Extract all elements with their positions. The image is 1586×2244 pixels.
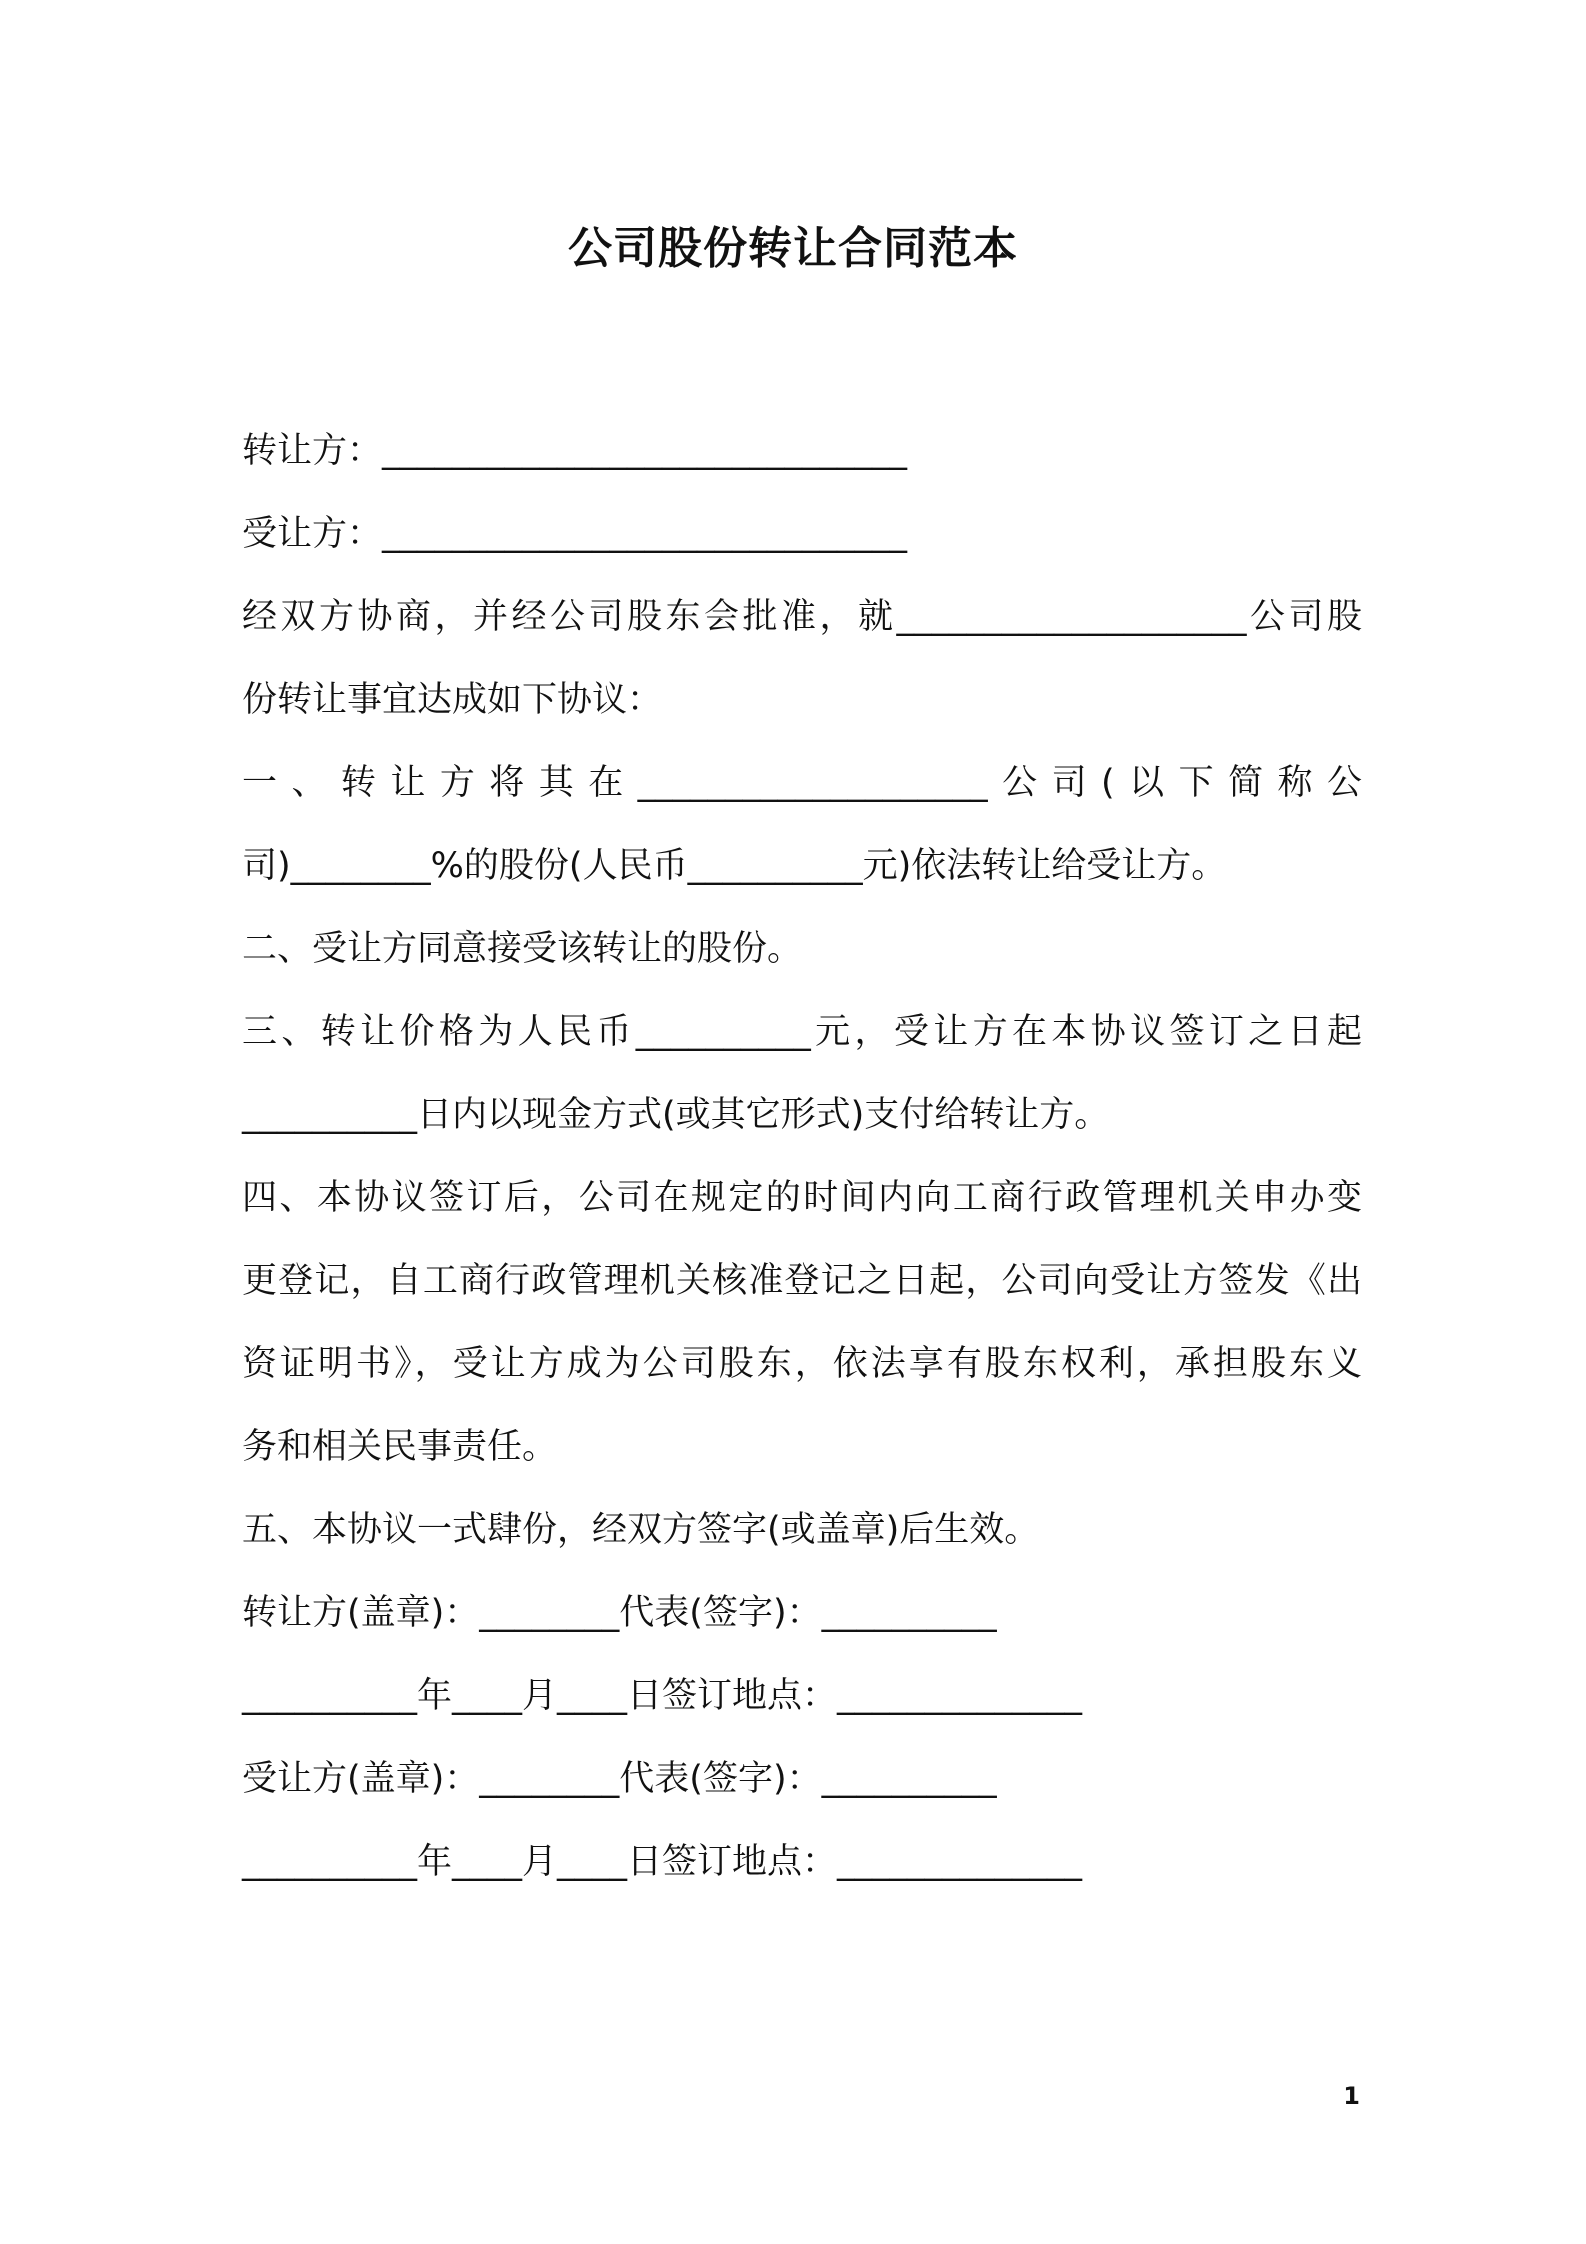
transferor-date-place-line: __________年____月____日签订地点：______________ [242, 1676, 1083, 1716]
clause-5-line: 五、本协议一式肆份，经双方签字(或盖章)后生效。 [242, 1510, 1040, 1550]
clause-4-line-2: 更登记，自工商行政管理机关核准登记之日起，公司向受让方签发《出 [242, 1261, 1362, 1301]
clause-3-line-1: 三、转让价格为人民币__________元，受让方在本协议签订之日起 [242, 1012, 1362, 1052]
clause-4-line-3: 资证明书》，受让方成为公司股东，依法享有股东权利，承担股东义 [242, 1344, 1362, 1384]
clause-1-line-2: 司)________%的股份(人民币__________元)依法转让给受让方。 [242, 846, 1227, 886]
clause-1-line-1: 一、转让方将其在____________________公司(以下简称公 [242, 763, 1362, 803]
clause-3-line-2: __________日内以现金方式(或其它形式)支付给转让方。 [242, 1095, 1110, 1135]
clause-4-line-1: 四、本协议签订后，公司在规定的时间内向工商行政管理机关申办变 [242, 1178, 1362, 1218]
transferee-line: 受让方：______________________________ [242, 514, 908, 554]
clause-2-line: 二、受让方同意接受该转让的股份。 [242, 929, 803, 969]
clause-4-line-4: 务和相关民事责任。 [242, 1427, 558, 1467]
preamble-line-1: 经双方协商，并经公司股东会批准，就____________________公司股 [242, 597, 1362, 637]
page-number: 1 [1343, 2082, 1360, 2110]
transferee-date-place-line: __________年____月____日签订地点：______________ [242, 1842, 1083, 1882]
transferor-signature-line: 转让方(盖章)：________代表(签字)：__________ [242, 1593, 997, 1633]
transferee-signature-line: 受让方(盖章)：________代表(签字)：__________ [242, 1759, 997, 1799]
preamble-line-2: 份转让事宜达成如下协议： [242, 680, 663, 720]
contract-body [242, 410, 1362, 1904]
transferor-line: 转让方：______________________________ [242, 431, 908, 471]
document-title: 公司股份转让合同范本 [568, 223, 1018, 274]
